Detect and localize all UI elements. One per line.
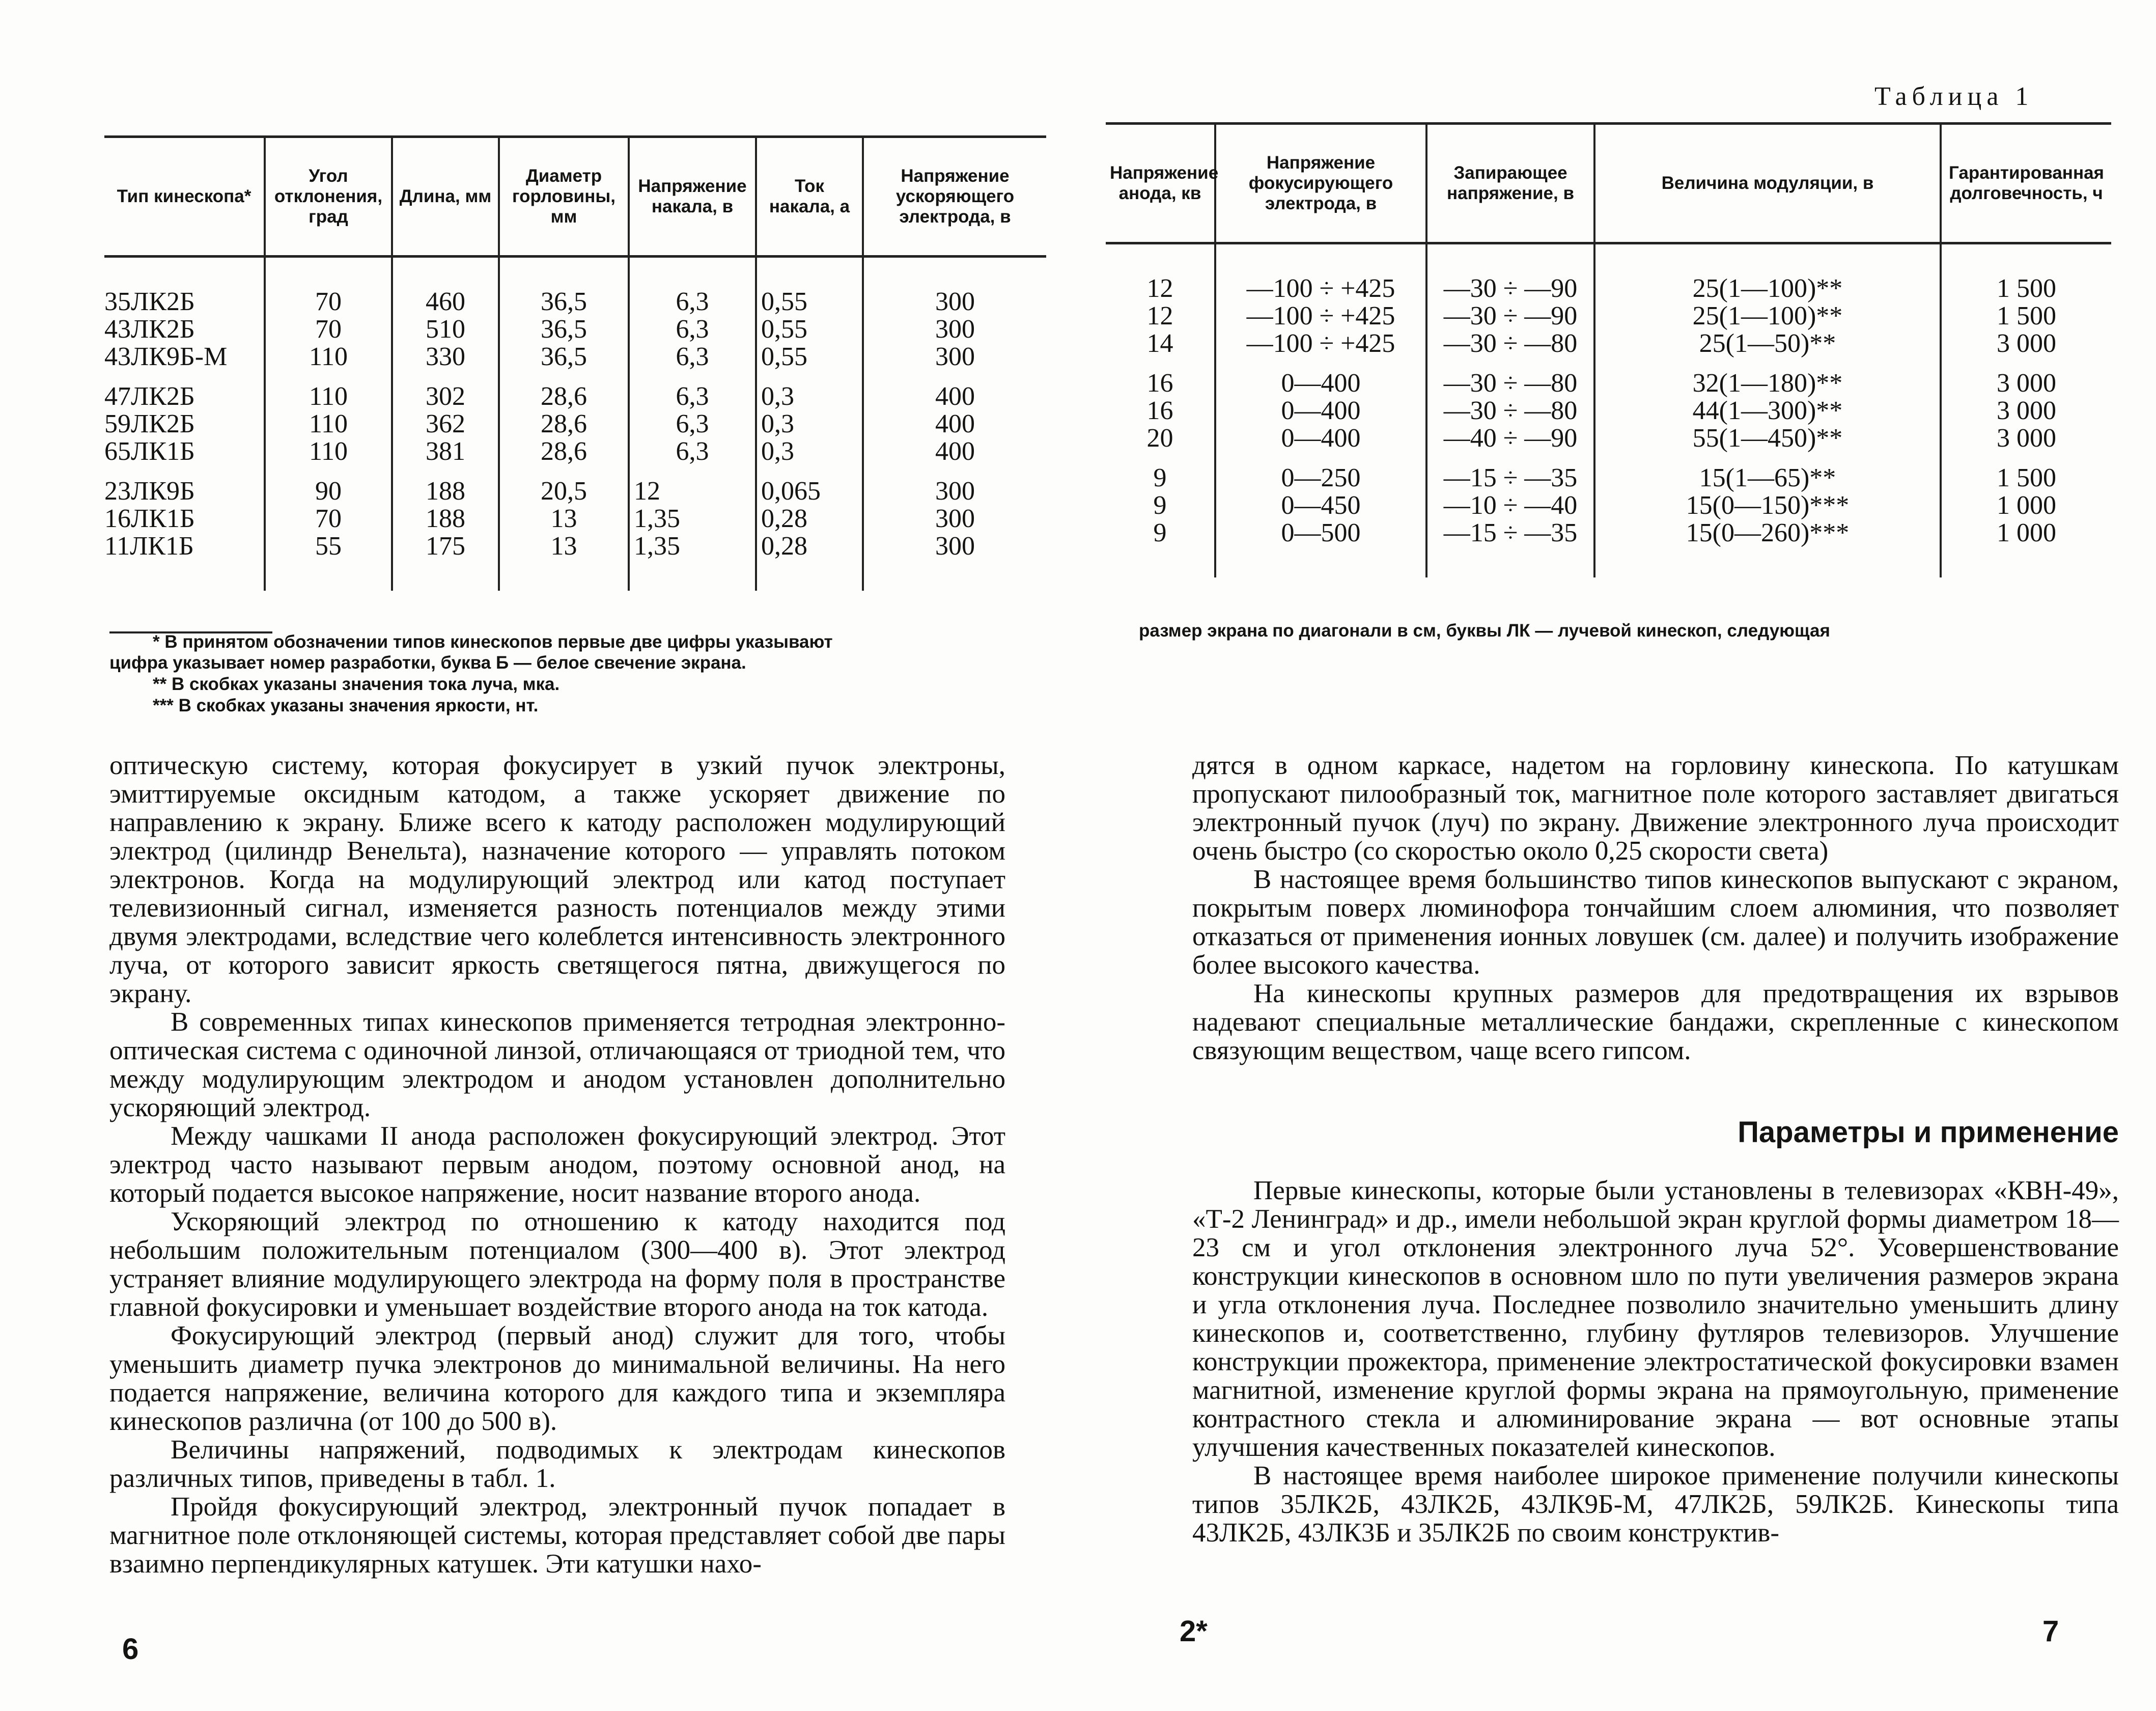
life-cell: 1 500 1 500 3 000: [1997, 274, 2056, 358]
neck-cell: 28,6 28,6 28,6: [499, 371, 629, 465]
anode-voltage-cell: 12 12 14: [1106, 243, 1215, 358]
col-header-neck-diameter: Диаметр горловины, мм: [499, 137, 629, 257]
modulation-cell: 32(1—180)** 44(1—300)** 55(1—450)**: [1594, 357, 1941, 452]
tube-type-cell: 47ЛК2Б 59ЛК2Б 65ЛК1Б: [104, 371, 265, 465]
life-cell: 3 000 3 000 3 000: [1997, 369, 2056, 453]
angle-cell: 70 70 110: [265, 257, 392, 371]
accelerating-voltage-cell: 300 300 300: [935, 287, 975, 371]
footnote-3: *** В скобках указаны значения яркости, нт.: [153, 696, 539, 715]
length-cell: 460 510 330: [392, 257, 499, 371]
life-cell: 1 500 1 000 1 000: [1997, 463, 2056, 547]
length-cell: 188 188 175: [392, 465, 499, 591]
tube-parameters-table-right: [1106, 122, 2111, 577]
focus-voltage-cell: 0—400 0—400 0—400: [1215, 357, 1426, 452]
col-header-accelerating-voltage: Напряжение ускоряющего электрода, в: [895, 166, 1015, 227]
modulation-cell: 25(1—100)** 25(1—100)** 25(1—50)**: [1594, 243, 1941, 358]
left-body-text: [109, 751, 1005, 1578]
footnote-2: ** В скобках указаны значения тока луча, мка.: [153, 674, 560, 694]
heater-current-cell: 0,3 0,3 0,3: [756, 371, 863, 465]
cutoff-voltage-cell: —30 ÷ —90 —30 ÷ —90 —30 ÷ —80: [1426, 243, 1594, 358]
col-header-guaranteed-life: Гарантированная долговечность, ч: [1949, 163, 2104, 203]
paragraph: Первые кинескопы, которые были установлены в телевизорах «КВН-49», «Т-2 Ленинград» и др., имели небольшой экран круглой формы диаметром 18—23 см и угол отклонения электронного луча 52°. Усовершенствование конструкции кинескопов в основном шло по пути увеличения размеров экрана и угла отклонения луча. Последнее позволило значительно уменьшить длину кинескопов и, соответственно, глубину футляров телевизоров. Улучшение конструкции прожектора, применение электростатической фокусировки взамен магнитной, изменение круглой формы экрана на прямоугольную, применение контрастного стекла и алюминирование экрана — вот основные этапы улучшения качественных показателей кинескопов.: [1192, 1176, 2119, 1462]
paragraph: оптическую систему, которая фокусирует в узкий пучок электроны, эмиттируемые оксидным катодом, а также ускоряет движение по направлению к экрану. Ближе всего к катоду расположен модулирующий электрод (цилиндр Венельта), назначение которого — управлять потоком электронов. Когда на модулирующий электрод или катод поступает телевизионный сигнал, изменяется разность потенциалов между этими двумя электродами, вследствие чего колеблется интенсивность электронного луча, от которого зависит яркость светящегося пятна, движущегося по экрану.: [109, 751, 1005, 1008]
cutoff-voltage-cell: —15 ÷ —35 —10 ÷ —40 —15 ÷ —35: [1426, 452, 1594, 577]
neck-cell: 36,5 36,5 36,5: [499, 257, 629, 371]
col-header-deflection-angle: Угол отклонения, град: [265, 137, 392, 257]
table-row-group: [104, 465, 1046, 591]
table-row-group: [1106, 452, 2111, 577]
length-cell: 302 362 381: [392, 371, 499, 465]
footnote-1-continued: цифра указывает номер разработки, буква Б — белое свечение экрана.: [109, 653, 746, 673]
paragraph: дятся в одном каркасе, надетом на горловину кинескопа. По катушкам пропускают пилообразный ток, магнитное поле которого заставляет двигаться электронный пучок (луч) по экрану. Движение электронного луча происходит очень быстро (со скоростью около 0,25 скорости света): [1192, 751, 2119, 866]
section-heading: Параметры и применение: [1738, 1116, 2119, 1149]
focus-voltage-cell: —100 ÷ +425 —100 ÷ +425 —100 ÷ +425: [1215, 243, 1426, 358]
paragraph: На кинескопы крупных размеров для предотвращения их взрывов надевают специальные металлические бандажи, скрепленные с кинескопом связующим веществом, чаще всего гипсом.: [1192, 979, 2119, 1065]
tube-type-cell: 23ЛК9Б 16ЛК1Б 11ЛК1Б: [104, 465, 265, 591]
col-header-modulation: Величина модуляции, в: [1594, 124, 1941, 243]
tube-type-cell: 35ЛК2Б 43ЛК2Б 43ЛК9Б-М: [104, 257, 265, 371]
modulation-cell: 15(1—65)** 15(0—150)*** 15(0—260)***: [1594, 452, 1941, 577]
right-body-text-top: [1192, 751, 2119, 1065]
table-row-group: [1106, 243, 2111, 358]
paragraph: Ускоряющий электрод по отношению к катоду находится под небольшим положительным потенциалом (300—400 в). Этот электрод устраняет влияние модулирующего электрода на форму поля в пространстве главной фокусировки и уменьшает воздействие второго анода на ток катода.: [109, 1207, 1005, 1322]
angle-cell: 110 110 110: [265, 371, 392, 465]
heater-current-cell: 0,065 0,28 0,28: [756, 465, 863, 591]
anode-voltage-cell: 16 16 20: [1106, 357, 1215, 452]
paragraph: В современных типах кинескопов применяется тетродная электронно-оптическая система с одиночной линзой, отличающаяся от триодной тем, что между модулирующим электродом и анодом установлен дополнительно ускоряющий электрод.: [109, 1007, 1005, 1122]
heater-current-cell: 0,55 0,55 0,55: [756, 257, 863, 371]
paragraph: В настоящее время наиболее широкое применение получили кинескопы типов 35ЛК2Б, 43ЛК2Б, 43ЛК9Б-М, 47ЛК2Б, 59ЛК2Б. Кинескопы типа 43ЛК2Б, 43ЛК3Б и 35ЛК2Б по своим конструктив-: [1192, 1461, 2119, 1548]
right-page: [1078, 0, 2156, 1711]
accelerating-voltage-cell: 300 300 300: [935, 477, 975, 561]
col-header-anode-voltage: Напряжение анода, кв: [1106, 124, 1215, 243]
page-number: 6: [122, 1633, 139, 1666]
col-header-heater-voltage: Напряжение накала, в: [629, 137, 756, 257]
footnote-1: * В принятом обозначении типов кинескопов первые две цифры указывают: [153, 632, 833, 652]
focus-voltage-cell: 0—250 0—450 0—500: [1215, 452, 1426, 577]
paragraph: Между чашками II анода расположен фокусирующий электрод. Этот электрод часто называют первым анодом, поэтому основной анод, на который подается высокое напряжение, носит название второго анода.: [109, 1121, 1005, 1208]
col-header-length: Длина, мм: [392, 137, 499, 257]
paragraph: Пройдя фокусирующий электрод, электронный пучок попадает в магнитное поле отклоняющей системы, которая представляет собой две пары взаимно перпендикулярных катушек. Эти катушки нахо-: [109, 1492, 1005, 1579]
paragraph: Фокусирующий электрод (первый анод) служит для того, чтобы уменьшить диаметр пучка электронов до минимальной величины. На него подается напряжение, величина которого для каждого типа и экземпляра кинескопов различна (от 100 до 500 в).: [109, 1321, 1005, 1436]
col-header-focus-voltage: Напряжение фокусирующего электрода, в: [1215, 124, 1426, 243]
heater-voltage-cell: 6,3 6,3 6,3: [629, 371, 756, 465]
col-header-tube-type: Тип кинескопа*: [104, 137, 265, 257]
neck-cell: 20,5 13 13: [499, 465, 629, 591]
right-body-text-bottom: [1192, 1176, 2119, 1547]
heater-voltage-cell: 6,3 6,3 6,3: [629, 257, 756, 371]
tube-parameters-table-left: [104, 135, 1046, 591]
paragraph: В настоящее время большинство типов кинескопов выпускают с экраном, покрытым поверх люминофора тончайшим слоем алюминия, что позволяет отказаться от применения ионных ловушек (см. далее) и получить изображение более высокого качества.: [1192, 865, 2119, 980]
footnote-continuation: размер экрана по диагонали в см, буквы ЛК — лучевой кинескоп, следующая: [1139, 621, 1830, 641]
signature-mark: 2*: [1180, 1615, 1208, 1648]
table-row-group: [104, 257, 1046, 371]
col-header-heater-current: Ток накала, а: [756, 137, 863, 257]
cutoff-voltage-cell: —30 ÷ —80 —30 ÷ —80 —40 ÷ —90: [1426, 357, 1594, 452]
anode-voltage-cell: 9 9 9: [1106, 452, 1215, 577]
heater-voltage-cell: 12 1,35 1,35: [629, 465, 756, 591]
angle-cell: 90 70 55: [265, 465, 392, 591]
paragraph: Величины напряжений, подводимых к электродам кинескопов различных типов, приведены в табл. 1.: [109, 1435, 1005, 1493]
table-row-group: [1106, 357, 2111, 452]
col-header-cutoff-voltage: Запирающее напряжение, в: [1426, 124, 1594, 243]
accelerating-voltage-cell: 400 400 400: [935, 382, 975, 466]
table-caption: Таблица 1: [1874, 82, 2034, 111]
table-row-group: [104, 371, 1046, 465]
page-number: 7: [2042, 1615, 2059, 1648]
